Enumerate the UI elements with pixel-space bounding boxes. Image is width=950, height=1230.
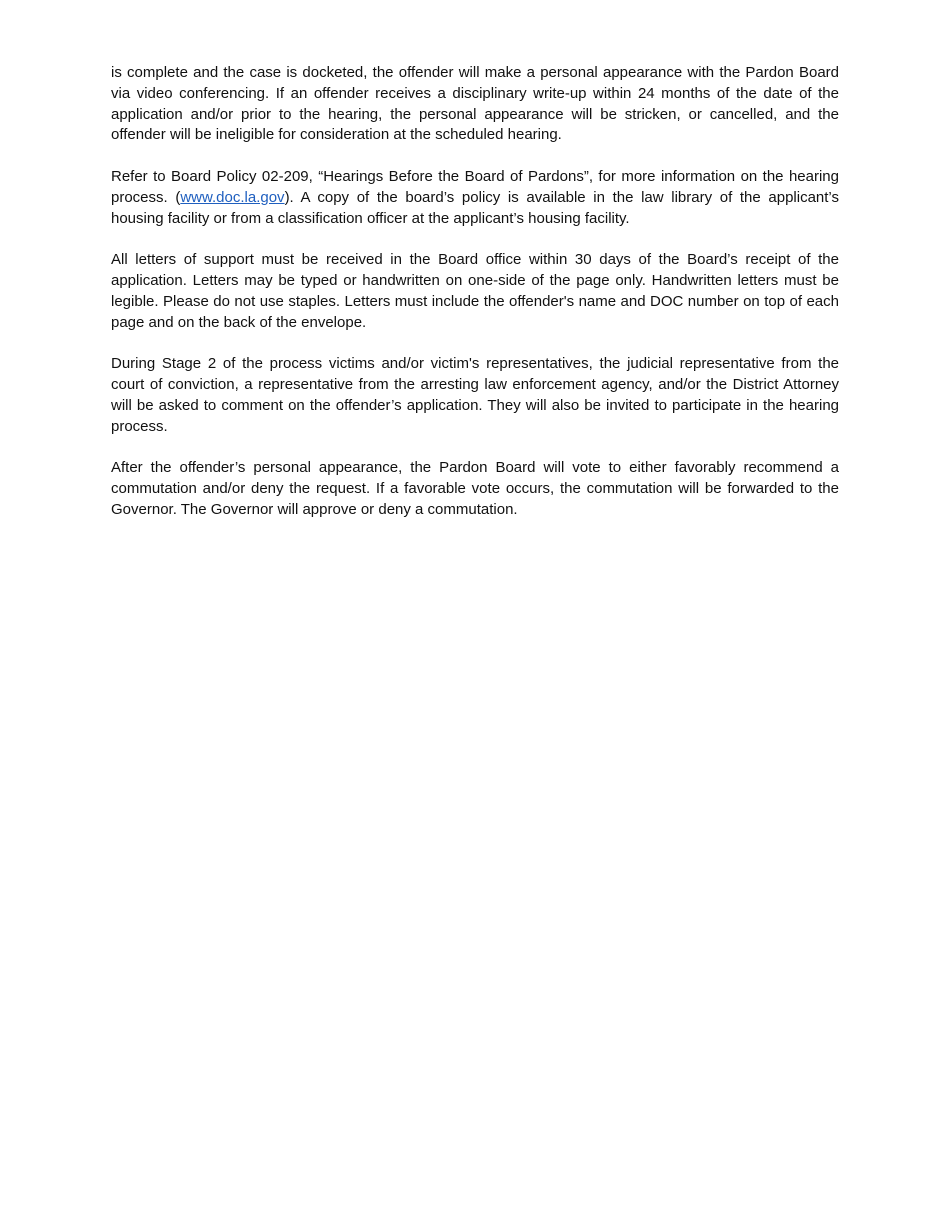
paragraph-vote: After the offender’s personal appearance, the Pardon Board will vote to either favorably recommend a commutation and/or deny the request. If a favorable vote occurs, the commutation will be forwarded to the Governor. The Governor will approve or deny a commutation. xyxy=(111,459,839,518)
paragraph-letters-of-support: All letters of support must be received in the Board office within 30 days of the Board’s receipt of the application. Letters may be typed or handwritten on one-side of the page only. Handwritten letters must be legible. Please do not use staples. Letters must include the offender's name and DOC number on top of each page and on the back of the envelope. xyxy=(111,251,839,331)
paragraph-board-policy xyxy=(111,167,839,229)
doc-website-link[interactable]: www.doc.la.gov xyxy=(180,188,285,206)
paragraph-stage-2: During Stage 2 of the process victims and/or victim's representatives, the judicial representative from the court of conviction, a representative from the arresting law enforcement agency, and/or the District Attorney will be asked to comment on the offender’s application. They will also be invited to participate in the hearing process. xyxy=(111,355,839,435)
paragraph-board-policy-text-before: Refer to Board Policy 02-209, “Hearings Before the Board of Pardons”, for more information on the hearing process. ( xyxy=(111,167,839,206)
paragraph-personal-appearance: is complete and the case is docketed, the offender will make a personal appearance with the Pardon Board via video conferencing. If an offender receives a disciplinary write-up within 24 months of the date of the application and/or prior to the hearing, the personal appearance will be stricken, or cancelled, and the offender will be ineligible for consideration at the scheduled hearing. xyxy=(111,64,839,144)
document-page xyxy=(111,63,839,541)
paragraph-board-policy-text-after: ). A copy of the board’s policy is available in the law library of the applicant’s housing facility or from a classification officer at the applicant’s housing facility. xyxy=(111,188,839,227)
